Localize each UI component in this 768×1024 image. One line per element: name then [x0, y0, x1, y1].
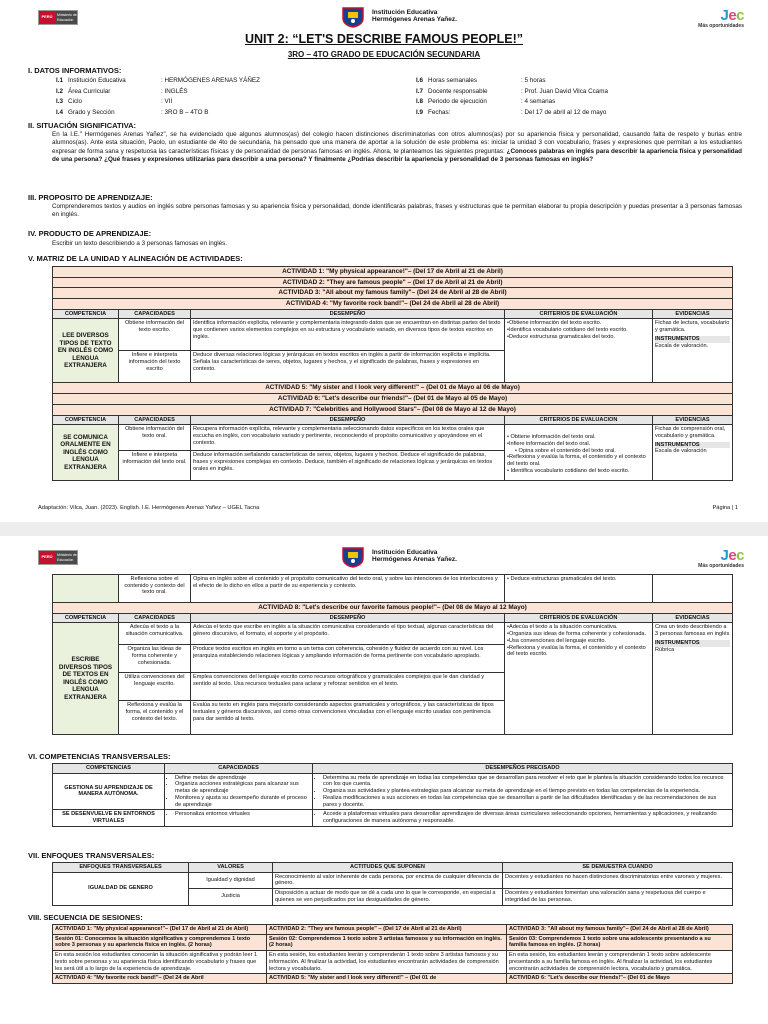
- actividad-row: ACTIVIDAD 8: "Let's describe our favorite famous people!"– (Del 08 de Mayo al 12 Mayo): [53, 603, 733, 614]
- capacidad-cell: Adecúa el texto a la situación comunicativa.: [119, 623, 191, 645]
- desempenos-cell: • Determina su meta de aprendizaje en todas las competencias que se desarrollan para resolver el reto que le plantea la situación considerando todos los recursos con los que cuenta. • Organiza sus actividades y plantea estrategias para alcanzar su meta de aprendizaje en el tiempo previsto en todas las competencias de la experiencia. • Realiza modificaciones a sus acciones en todas las competencias que se desarrollan a partir de las dificultades identificadas y de las recomendaciones de sus pares y docente.: [313, 773, 733, 810]
- unit-title: UNIT 2: “LET'S DESCRIBE FAMOUS PEOPLE!”: [245, 32, 523, 46]
- capacidades-cell: • Define metas de aprendizaje • Organiza acciones estratégicas para alcanzar sus metas de aprendizaje • Monitorea y ajusta su desempeño durante el proceso de aprendizaje: [165, 773, 313, 810]
- section-2-title: II. SITUACIÓN SIGNIFICATIVA:: [28, 121, 137, 130]
- page-separator: [0, 522, 768, 536]
- session-title: Sesión 01: Conocemos la situación significativa y comprendemos 1 texto sobre 3 personas y su apariencia física en inglés. (2 horas): [53, 934, 267, 950]
- desempeno-cell: Identifica información explícita, relevante y complementaria integrando datos que se encuentran en distintas partes del texto que contienen varios elementos complejos en su estructura y vocabulario variado, en diversos tipos de textos escritos en inglés.: [191, 319, 505, 351]
- col-header: VALORES: [189, 863, 273, 873]
- col-header: DESEMPEÑO: [191, 415, 505, 425]
- info-label: Fechas:: [428, 108, 451, 116]
- info-row: [56, 88, 263, 97]
- datos-left: [54, 75, 265, 119]
- session-description: En esta sesión los estudiantes conocerán la situación significativa y podrán leer 1 texto sobre personas y su apariencia física identificando vocabulario y frases que les será útil a lo largo de la experiencia de aprendizaje.: [53, 951, 267, 974]
- col-header: ACTITUDES QUE SUPONEN: [273, 863, 503, 873]
- desempeno-cell: Deduce diversas relaciones lógicas y jerárquicas en textos escritos en inglés a partir de información explícita e implícita. Señala las características de seres, objetos, lugares y hechos, y el significado de palabras, frases y expresiones en contexto.: [191, 351, 505, 383]
- info-num: I.3: [56, 98, 64, 105]
- capacidad-cell: Infiere e interpreta información del texto oral.: [119, 451, 191, 481]
- actividad-row: ACTIVIDAD 6: "Let's describe our friends!"– (Del 01 de Mayo al 05 de Mayo): [53, 394, 733, 405]
- desempeno-cell: Evalúa su texto en inglés para mejorarlo considerando aspectos gramaticales y ortográficos, y las características de tipos textuales y géneros discursivos, así como otras convenciones vinculadas con el lenguaje escrito usadas con pertinencia para dar sentido al texto.: [191, 701, 505, 735]
- actividad-row: ACTIVIDAD 5: "My sister and I look very different!" – (Del 01 de Mayo al 06 de Mayo): [53, 383, 733, 394]
- desempeno-cell: Produce textos escritos en inglés en torno a un tema con coherencia, cohesión y fluidez de acuerdo con su nivel. Los jerarquiza estableciendo relaciones lógicas y ampliando información de forma pertinente con vocabulario apropiado.: [191, 645, 505, 673]
- session-activity: ACTIVIDAD 6: "Let's describe our friends!"– (Del 01 de Mayo: [507, 974, 733, 984]
- actitud-cell: Reconocimiento al valor inherente de cada persona, por encima de cualquier diferencia de género.: [273, 872, 503, 888]
- matriz-table-continued: [52, 574, 733, 735]
- info-value: : 5 horas: [521, 77, 546, 84]
- section-5-title: V. MATRIZ DE LA UNIDAD Y ALINEACIÓN DE ACTIVIDADES:: [28, 254, 243, 263]
- info-row: [56, 109, 263, 118]
- instrumentos-label: INSTRUMENTOS: [655, 640, 730, 647]
- enfoque-cell: IGUALDAD DE GENERO: [53, 872, 189, 905]
- info-value: : VII: [161, 98, 173, 105]
- info-num: I.8: [416, 98, 424, 105]
- section-7-title: VII. ENFOQUES TRANSVERSALES:: [28, 851, 155, 860]
- competencia-cell: GESTIONA SU APRENDIZAJE DE MANERA AUTÓNOMA.: [53, 773, 165, 810]
- session-activity: ACTIVIDAD 2: "They are famous people" – (Del 17 de Abril al 21 de Abril): [267, 925, 507, 935]
- capacidad-cell: Utiliza convenciones del lenguaje escrito.: [119, 673, 191, 701]
- col-header: DESEMPEÑO: [191, 613, 505, 623]
- col-header: CAPACIDADES: [119, 415, 191, 425]
- school-crest-icon: [340, 6, 366, 28]
- competencia-lee: LEE DIVERSOS TIPOS DE TEXTO EN INGLÉS COMO LENGUA EXTRANJERA: [53, 319, 119, 383]
- capacidad-cell: Reflexiona y evalúa la forma, el contenido y el contexto del texto.: [119, 701, 191, 735]
- competencia-escribe: ESCRIBE DIVERSOS TIPOS DE TEXTOS EN INGLÉS COMO LENGUA EXTRANJERA: [53, 623, 119, 735]
- session-activity: ACTIVIDAD 5: "My sister and I look very different!" – (Del 01 de: [267, 974, 507, 984]
- actividad-row: ACTIVIDAD 7: "Celebrities and Hollywood Stars"– (Del 08 de Mayo al 12 de Mayo): [53, 404, 733, 415]
- col-header: CRITERIOS DE EVALUACION: [505, 415, 653, 425]
- page-footer: Adaptación: Vilca, Juan. (2023). English. I.E. Hermógenes Arenas Yañez – UGEL Tacna Página | 1: [38, 505, 738, 511]
- situacion-text: En la I.E." Hermógenes Arenas Yañez", se ha evidenciado que algunos alumnos(as) del colegio hacen distinciones discriminatorias con otros alumnos(as) por su apariencia física y personalidad, causando falta de respeto y burlas entre alumnos(as). Ante esta situación, Paolo, un estudiante de 4to de secundaria, ha pensado que una manera de aportar a la solución de este problema es: iniciar la unidad 3 con vocabulario, frases y expresiones que permitan a los estudiantes expresar de forma sana y respetuosa las características físicas y de personalidad de personas famosas en inglés. Ahora, te planteamos las siguientes preguntas: ¿Conoces palabras en inglés para describir la apariencia física y personalidad de una persona? ¿Qué frases y expresiones utilizarías para describir a una persona? Y finalmente ¿Podrías describir la apariencia y personalidad de 3 personas famosas en inglés?: [52, 131, 743, 163]
- info-value: : 3RO B – 4TO B: [161, 108, 209, 116]
- peru-ministry-logo: PERÚ Ministerio de Educación: [38, 10, 78, 25]
- info-value: : HERMÓGENES ARENAS YÁÑEZ: [161, 77, 260, 84]
- col-header: EVIDENCIAS: [653, 613, 733, 623]
- session-activity: ACTIVIDAD 3: "All about my famous family"– (Del 24 de Abril al 28 de Abril): [507, 925, 733, 935]
- secuencia-sesiones-table: [52, 924, 733, 984]
- criterios-cell: • Deduce estructuras gramaticales del texto.: [505, 575, 653, 603]
- info-row: [416, 88, 611, 97]
- info-label: Área Curricular: [68, 87, 111, 95]
- jec-logo: Jec Más oportunidades: [698, 547, 744, 569]
- school-name: Institución Educativa Hermógenes Arenas Yañez.: [372, 549, 457, 564]
- col-header: DESEMPEÑOS PRECISADO: [313, 764, 733, 774]
- info-label: Periodo de ejecución: [428, 98, 487, 105]
- info-label: Horas semanales: [428, 77, 478, 84]
- page-header: [0, 0, 768, 40]
- valor-cell: Justicia: [189, 889, 273, 905]
- criterios-cell: • Obtiene información del texto oral. •Infiere información del texto oral. • Opina sobre el contenido del texto oral. •Reflexiona y evalúa la forma, el contenido y el contexto del texto oral. • Identifica vocabulario cotidiano del texto escrito.: [505, 425, 653, 481]
- instrumentos-label: INSTRUMENTOS: [655, 336, 730, 343]
- info-value: : Del 17 de abril al 12 de mayo: [521, 108, 607, 116]
- school-name: Institución Educativa Hermógenes Arenas Yañez.: [372, 9, 457, 24]
- session-activity: ACTIVIDAD 1: "My physical appearance!"– (Del 17 de Abril al 21 de Abril): [53, 925, 267, 935]
- datos-right: [414, 75, 613, 119]
- info-value: : 4 semanas: [521, 98, 556, 105]
- enfoques-transversales-table: [52, 862, 733, 906]
- matriz-table: [52, 266, 733, 481]
- valor-cell: Igualdad y dignidad: [189, 872, 273, 888]
- info-label: Grado y Sección: [68, 108, 115, 116]
- desempenos-cell: • Accede a plataformas virtuales para desarrollar aprendizajes de diversas áreas curriculares seleccionando opciones, herramientas y aplicaciones, y realizando configuraciones de manera autónoma y responsable.: [313, 810, 733, 826]
- session-description: En esta sesión, los estudiantes leerán y comprenderán 1 texto sobre 3 artistas famosos y su información. Al finalizar la actividad, los estudiantes encontrarán actividades de comprensión lectora y vocabulario.: [267, 951, 507, 974]
- capacidad-cell: Reflexiona sobre el contenido y contexto del texto oral.: [119, 575, 191, 603]
- unit-subtitle: 3RO – 4TO GRADO DE EDUCACIÓN SECUNDARIA: [287, 50, 481, 59]
- col-header: CAPACIDADES: [119, 309, 191, 319]
- col-header: EVIDENCIAS: [653, 415, 733, 425]
- info-row: [56, 77, 263, 86]
- info-label: Ciclo: [68, 98, 83, 105]
- competencia-cell: SE DESENVUELVE EN ENTORNOS VIRTUALES: [53, 810, 165, 826]
- cuando-cell: Docentes y estudiantes fomentan una valoración sana y respetuosa del cuerpo e integridad de las personas.: [503, 889, 733, 905]
- competencias-transversales-table: [52, 763, 733, 827]
- actividad-row: ACTIVIDAD 3: "All about my famous family"– (Del 24 de Abril al 28 de Abril): [53, 288, 733, 299]
- info-num: I.2: [56, 87, 64, 95]
- actitud-cell: Disposición a actuar de modo que se dé a cada uno lo que le corresponde, en especial a quienes se ven perjudicados por las desigualdades de género.: [273, 889, 503, 905]
- desempeno-cell: Adecúa el texto que escribe en inglés a la situación comunicativa considerando el tipo textual, algunas características del género discursivo, el formato, el soporte y el propósito.: [191, 623, 505, 645]
- section-3-title: III. PROPOSITO DE APRENDIZAJE:: [28, 193, 153, 202]
- info-row: [56, 98, 263, 107]
- info-row: [416, 77, 611, 86]
- capacidad-cell: Obtiene información del texto escrito.: [119, 319, 191, 351]
- criterios-cell: •Obtiene información del texto escrito. •Identifica vocabulario cotidiano del texto escrito. •Deduce estructuras gramaticales del texto.: [505, 319, 653, 383]
- school-crest-icon: [340, 546, 366, 568]
- col-header: SE DEMUESTRA CUANDO: [503, 863, 733, 873]
- info-num: I.4: [56, 108, 64, 116]
- section-1-title: I. DATOS INFORMATIVOS:: [28, 66, 122, 75]
- actividad-row: ACTIVIDAD 2: "They are famous people" – (Del 17 de Abril al 21 de Abril): [53, 277, 733, 288]
- instrumentos-label: INSTRUMENTOS: [655, 442, 730, 449]
- desempeno-cell: Recupera información explícita, relevante y complementaria seleccionando datos específicos en los textos orales que escucha en inglés, con vocabulario variado y pertinente, reconociendo el propósito comunicativo y apoyándose en el contexto.: [191, 425, 505, 451]
- capacidad-cell: Infiere e interpreta información del texto escrito: [119, 351, 191, 383]
- section-4-title: IV. PRODUCTO DE APRENDIZAJE:: [28, 229, 152, 238]
- info-row: [416, 109, 611, 118]
- evidencias-cell: Fichas de lectura, vocabulario y gramática. INSTRUMENTOS Escala de valoración.: [653, 319, 733, 383]
- info-row: [416, 98, 611, 107]
- desempeno-cell: Opina en inglés sobre el contenido y el propósito comunicativo del texto oral, y sobre las intenciones de los interlocutores y el efecto de lo dicho en ellos a partir de su experiencia y contexto.: [191, 575, 505, 603]
- capacidad-cell: Organiza las ideas de forma coherente y cohesionada.: [119, 645, 191, 673]
- info-value: : INGLÉS: [161, 87, 188, 95]
- session-activity: ACTIVIDAD 4: "My favorite rock band!"– (Del 24 de Abril: [53, 974, 267, 984]
- competencia-oral: SE COMUNICA ORALMENTE EN INGLÉS COMO LENGUA EXTRANJERA: [53, 425, 119, 481]
- cuando-cell: Docentes y estudiantes no hacen distinciones discriminatorias entre varones y mujeres.: [503, 872, 733, 888]
- col-header: CAPACIDADES: [119, 613, 191, 623]
- jec-logo: Jec Más oportunidades: [698, 7, 744, 29]
- desempeno-cell: Deduce información señalando características de seres, objetos, lugares y hechos. Deduce el significado de palabras, frases y expresiones complejas en contexto. Deduce, también el significado de relaciones lógicas y jerárquicas en textos orales en inglés.: [191, 451, 505, 481]
- evidencias-cell: Fichas de comprensión oral, vocabulario y gramática. INSTRUMENTOS Escala de valoración: [653, 425, 733, 481]
- section-8-title: VIII. SECUENCIA DE SESIONES:: [28, 913, 143, 922]
- col-header: CRITERIOS DE EVALUACIÓN: [505, 613, 653, 623]
- desempeno-cell: Emplea convenciones del lenguaje escrito como recursos ortográficos y gramaticales complejos que le dan claridad y sentido al texto. Usa recursos textuales para aclarar y reforzar sentidos en el texto.: [191, 673, 505, 701]
- session-title: Sesión 03: Comprendemos 1 texto sobre una adolescente presentando a su familia famosa en inglés. (2 horas): [507, 934, 733, 950]
- peru-ministry-logo: PERÚ Ministerio de Educación: [38, 550, 78, 565]
- session-title: Sesión 02: Comprendemos 1 texto sobre 3 artistas famosos y su información en inglés. (2 horas): [267, 934, 507, 950]
- col-header: COMPETENCIA: [53, 415, 119, 425]
- evidencias-cell: Crea un texto describiendo a 3 personas famosas en inglés INSTRUMENTOS Rúbrica: [653, 623, 733, 735]
- actividad-row: ACTIVIDAD 4: "My favorite rock band!"– (Del 24 de Abril al 28 de Abril): [53, 299, 733, 310]
- info-value: : Prof. Juan David Vilca Ccama: [521, 87, 609, 95]
- col-header: DESEMPEÑO: [191, 309, 505, 319]
- criterios-cell: •Adecúa el texto a la situación comunicativa. •Organiza sus ideas de forma coherente y cohesionada. •Usa convenciones del lenguaje escrito. •Reflexiona y evalúa la forma, el contenido y el contexto del texto escrito.: [505, 623, 653, 735]
- info-label: Institución Educativa: [68, 77, 126, 84]
- info-num: I.9: [416, 108, 424, 116]
- actividad-row: ACTIVIDAD 1: "My physical appearance!"– (Del 17 de Abril al 21 de Abril): [53, 267, 733, 278]
- col-header: COMPETENCIAS: [53, 764, 165, 774]
- capacidad-cell: Obtiene información del texto oral.: [119, 425, 191, 451]
- info-label: Docente responsable: [428, 87, 488, 95]
- info-num: I.6: [416, 77, 424, 84]
- section-6-title: VI. COMPETENCIAS TRANSVERSALES:: [28, 752, 171, 761]
- col-header: CAPACIDADES: [165, 764, 313, 774]
- info-num: I.7: [416, 87, 424, 95]
- col-header: COMPETENCIA: [53, 613, 119, 623]
- proposito-text: Comprenderemos textos y audios en inglés sobre personas famosas y su apariencia física y personalidad, donde identificarás palabras, frases y estructuras que te permitan elaborar tu propia descripción y puedas presentar a 3 personas famosas en inglés.: [52, 203, 742, 219]
- col-header: CRITERIOS DE EVALUACIÓN: [505, 309, 653, 319]
- producto-text: Escribir un texto describiendo a 3 personas famosas en inglés.: [52, 240, 228, 247]
- capacidades-cell: • Personaliza entornos virtuales: [165, 810, 313, 826]
- col-header: COMPETENCIA: [53, 309, 119, 319]
- info-num: I.1: [56, 77, 64, 84]
- col-header: ENFOQUES TRANSVERSALES: [53, 863, 189, 873]
- col-header: EVIDENCIAS: [653, 309, 733, 319]
- session-description: En esta sesión, los estudiantes leerán y comprenderán 1 texto sobre adolescente presentando a su familia famosa en inglés. Al finalizar la actividad, los estudiantes encontrarán actividades de comprensión lectora, vocabulario y gramática.: [507, 951, 733, 974]
